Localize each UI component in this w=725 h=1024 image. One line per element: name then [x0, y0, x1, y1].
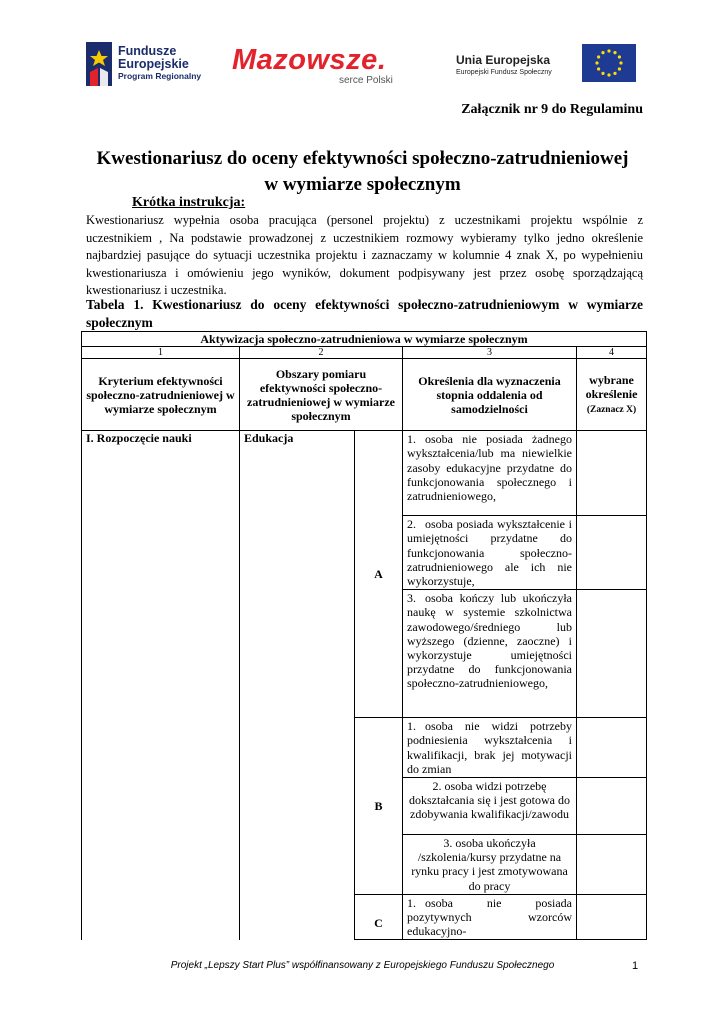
mazowsze-wordmark: Mazowsze.: [232, 44, 387, 76]
checkbox-a1[interactable]: [577, 431, 647, 516]
option-a3: 3. osoba kończy lub ukończyła naukę w systemie szkolnictwa zawodowego/średniego lub wyższego (dzienne, zaoczne) i wykorzystuje umiejętności przydatne do funkcjonowania społeczno-zatrudnieniowego,: [403, 590, 577, 718]
group-a-letter: A: [355, 431, 403, 718]
col4-main: wybrane określenie: [585, 372, 638, 401]
page-number: 1: [632, 960, 639, 972]
criterion-label: I. Rozpoczęcie nauki: [86, 431, 192, 446]
instruction-heading: Krótka instrukcja:: [132, 195, 246, 210]
area-label: Edukacja: [244, 431, 294, 446]
option-b1: 1. osoba nie widzi potrzeby podniesienia wykształcenia i kwalifikacji, brak jej motywacji do zmian: [403, 718, 577, 778]
checkbox-c1[interactable]: [577, 894, 647, 940]
checkbox-b2[interactable]: [577, 778, 647, 835]
checkbox-b3[interactable]: [577, 835, 647, 895]
col-header-area: Obszary pomiaru efektywności społeczno-zatrudnieniowej w wymiarze społecznym: [240, 359, 403, 431]
instruction-text: Kwestionariusz wypełnia osoba pracująca (personel projektu) z uczestnikami projektu wspólnie z uczestnikiem , Na podstawie prowadzonej z uczestnikiem rozmowy wybieramy tylko jedno określenie najbardziej pasujące do sytuacji uczestnika projektu i zaznaczamy w kolumnie 4 znak X, po wypełnieniu kwestionariusza i omówieniu jego wyników, dokument podpisywany jest przez osobę sporządzającą kwestionariusz i uczestnika.: [86, 213, 643, 297]
ue-line2: Europejski Fundusz Społeczny: [456, 69, 552, 76]
group-c-letter: C: [355, 894, 403, 940]
col4-sub: (Zaznacz X): [586, 404, 637, 415]
option-a2: 2. osoba posiada wykształcenie i umiejętności przydatne do funkcjonowania społeczno-zatrudnieniowego ale ich nie wykorzystuje,: [403, 516, 577, 590]
option-a1: 1. osoba nie posiada żadnego wykształcenia/lub ma niewielkie zasoby edukacyjne przydatne do funkcjonowania społecznego i zatrudnieniowego,: [403, 431, 577, 516]
title-line1: Kwestionariusz do oceny efektywności społeczno-zatrudnieniowej: [96, 148, 629, 169]
unia-europejska-logo: [456, 44, 636, 84]
mazowsze-logo: [232, 44, 422, 90]
col-number-4: 4: [577, 347, 647, 359]
col-header-descriptions: Określenia dla wyznaczenia stopnia oddalenia od samodzielności: [403, 359, 577, 431]
page-title: [60, 146, 665, 198]
questionnaire-table: [81, 331, 647, 940]
col-number-3: 3: [403, 347, 577, 359]
mazowsze-subtitle: serce Polski: [339, 75, 393, 86]
group-b-letter: B: [355, 718, 403, 895]
annex-label: Załącznik nr 9 do Regulaminu: [461, 102, 643, 117]
option-b2: 2. osoba widzi potrzebę dokształcania się i jest gotowa do zdobywania kwalifikacji/zawodu: [403, 778, 577, 835]
fe-line1: Fundusze: [118, 44, 177, 58]
checkbox-a3[interactable]: [577, 590, 647, 718]
fe-line2: Europejskie: [118, 57, 189, 71]
eu-flag-icon: [582, 44, 636, 82]
col-number-2: 2: [240, 347, 403, 359]
checkbox-b1[interactable]: [577, 718, 647, 778]
area-cell: [240, 431, 355, 940]
fe-line3: Program Regionalny: [118, 71, 202, 81]
col-header-criterion: Kryterium efektywności społeczno-zatrudnieniowej w wymiarze społecznym: [82, 359, 240, 431]
option-c1: 1. osoba nie posiada pozytywnych wzorców edukacyjno-: [403, 894, 577, 940]
col-number-1: 1: [82, 347, 240, 359]
page-footer: Projekt „Lepszy Start Plus” współfinansowany z Europejskiego Funduszu Społecznego: [170, 960, 555, 971]
criterion-cell: [82, 431, 240, 940]
table-header: Aktywizacja społeczno-zatrudnieniowa w wymiarze społecznym: [82, 332, 647, 347]
col-header-selected: [577, 359, 647, 431]
title-line2: w wymiarze społecznym: [264, 174, 461, 195]
ue-line1: Unia Europejska: [456, 53, 551, 67]
checkbox-a2[interactable]: [577, 516, 647, 590]
fundusze-europejskie-logo: [86, 42, 236, 88]
option-b3: 3. osoba ukończyła /szkolenia/kursy przydatne na rynku pracy i jest zmotywowana do pracy: [403, 835, 577, 895]
fe-star-icon: [86, 42, 112, 86]
table-caption: Tabela 1. Kwestionariusz do oceny efektywności społeczno-zatrudnieniowym w wymiarze społecznym: [86, 297, 643, 330]
